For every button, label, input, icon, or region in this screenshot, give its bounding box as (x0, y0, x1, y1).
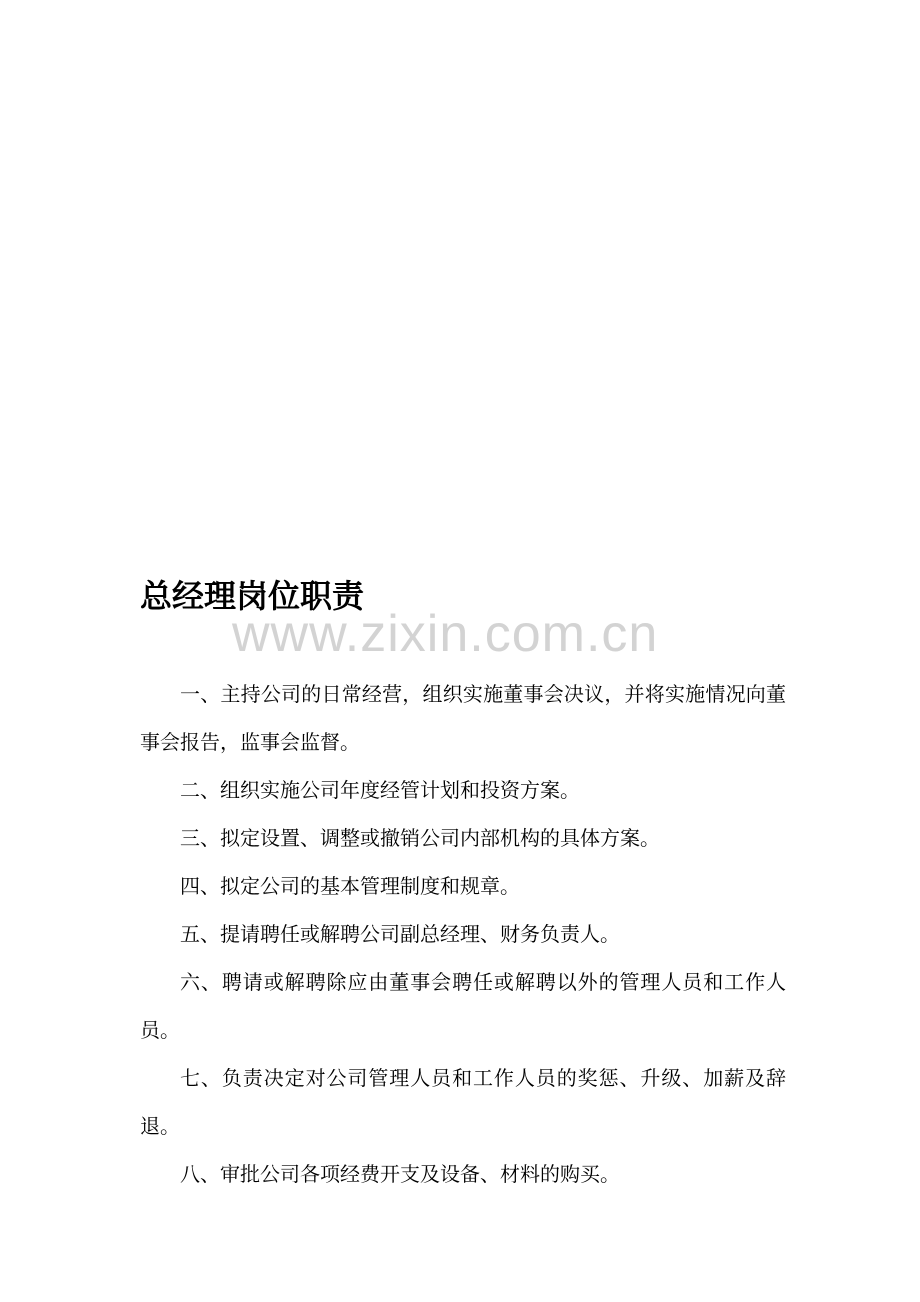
watermark-text: www.zixin.com.cn (232, 605, 659, 663)
duties-list (140, 670, 786, 1198)
document-title: 总经理岗位职责 (140, 577, 365, 615)
duty-item-1: 一、主持公司的日常经营，组织实施董事会决议，并将实施情况向董事会报告，监事会监督。 (140, 682, 786, 754)
duty-item-4: 四、拟定公司的基本管理制度和规章。 (180, 874, 520, 898)
duty-item-7: 七、负责决定对公司管理人员和工作人员的奖惩、升级、加薪及辞退。 (140, 1066, 786, 1138)
duty-item-6: 六、聘请或解聘除应由董事会聘任或解聘以外的管理人员和工作人员。 (140, 970, 786, 1042)
duty-item-5: 五、提请聘任或解聘公司副总经理、财务负责人。 (180, 922, 620, 946)
duty-item-3: 三、拟定设置、调整或撤销公司内部机构的具体方案。 (180, 826, 660, 850)
duty-item-2: 二、组织实施公司年度经管计划和投资方案。 (180, 778, 580, 802)
duty-item-8: 八、审批公司各项经费开支及设备、材料的购买。 (180, 1162, 620, 1186)
